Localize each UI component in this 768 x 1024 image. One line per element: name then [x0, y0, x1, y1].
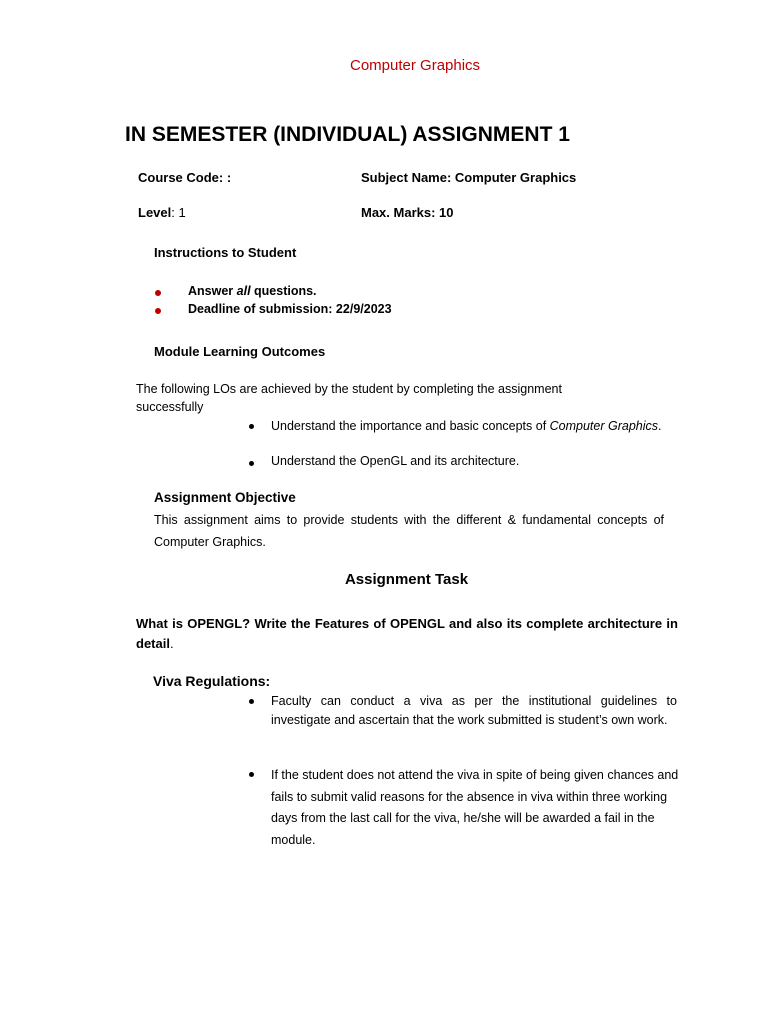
instruction-answer-emph: all	[236, 284, 251, 298]
course-title-header: Computer Graphics	[350, 57, 481, 74]
bullet-icon	[249, 772, 254, 777]
lo1-emph: Computer Graphics	[549, 419, 659, 433]
task-question-end: .	[169, 635, 174, 651]
instruction-deadline: Deadline of submission: 22/9/2023	[188, 302, 392, 316]
course-code-label: Course Code: :	[138, 170, 232, 185]
instruction-answer-prefix: Answer	[188, 284, 237, 298]
viva-rule-1: Faculty can conduct a viva as per the institutional guidelines to investigate and ascertain that the work submitted is student’s own work.	[271, 694, 677, 727]
bullet-icon	[249, 424, 254, 429]
bullet-icon	[249, 461, 254, 466]
instructions-heading: Instructions to Student	[154, 245, 297, 260]
max-marks-label: Max. Marks: 10	[361, 205, 454, 220]
level-value: : 1	[171, 205, 186, 220]
subject-name-label: Subject Name: Computer Graphics	[361, 170, 577, 185]
bullet-icon	[155, 290, 161, 296]
lo1-suffix: .	[658, 419, 662, 433]
viva-rule-2: If the student does not attend the viva in spite of being given chances and fails to submit valid reasons for the absence in viva within three working days from the last call for the viva, he/she will be awarded a fail in the module.	[271, 768, 679, 847]
task-heading: Assignment Task	[344, 571, 469, 588]
bullet-icon	[155, 308, 161, 314]
learning-outcome-1	[271, 417, 678, 436]
level-row	[138, 205, 186, 220]
objective-heading: Assignment Objective	[154, 490, 296, 505]
level-label: Level	[138, 205, 172, 220]
objective-text: This assignment aims to provide students with the different & fundamental concepts of Computer Graphics.	[154, 513, 664, 549]
task-question-text: What is OPENGL? Write the Features of OPENGL and also its complete architecture in detail	[136, 616, 678, 651]
assignment-title: IN SEMESTER (INDIVIDUAL) ASSIGNMENT 1	[125, 123, 570, 146]
viva-heading: Viva Regulations:	[153, 673, 271, 689]
outcomes-intro-line1: The following LOs are achieved by the student by completing the assignment	[136, 382, 562, 396]
outcomes-intro-line2: successfully	[136, 400, 204, 414]
outcomes-heading: Module Learning Outcomes	[154, 344, 326, 359]
bullet-icon	[249, 699, 254, 704]
instruction-answer-suffix: questions.	[250, 284, 317, 298]
task-question	[136, 614, 678, 653]
instruction-answer-all	[188, 284, 317, 298]
lo1-prefix: Understand the importance and basic concepts of	[271, 419, 550, 433]
learning-outcome-2: Understand the OpenGL and its architecture.	[271, 454, 520, 468]
